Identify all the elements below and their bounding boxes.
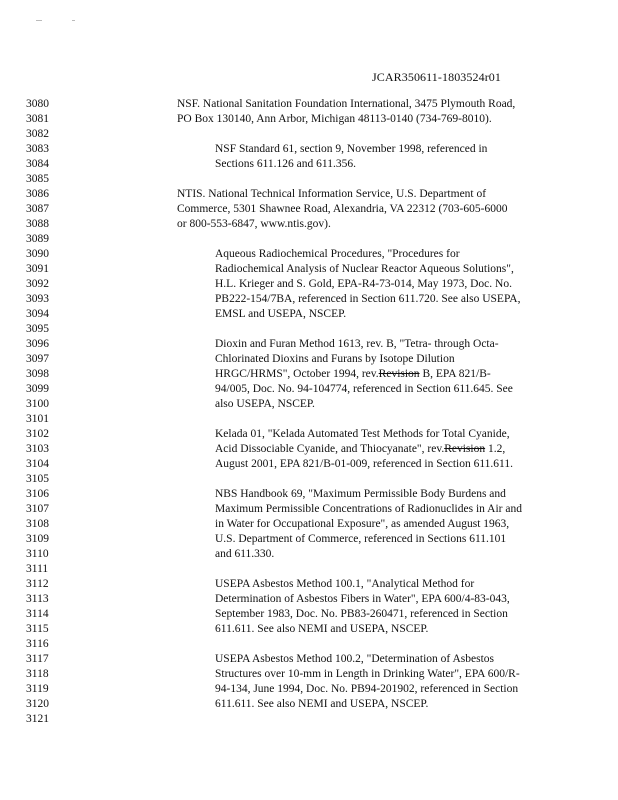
line-number: 3094 [26, 308, 49, 320]
text-line: Commerce, 5301 Shawnee Road, Alexandria, VA 22312 (703-605-6000 [177, 203, 508, 215]
line-number: 3107 [26, 503, 49, 515]
struck-text: Revision [378, 368, 420, 380]
line-number: 3091 [26, 263, 49, 275]
line-number: 3083 [26, 143, 49, 155]
text-line: Radiochemical Analysis of Nuclear Reactor Aqueous Solutions", [215, 263, 514, 275]
text-line: PB222-154/7BA, referenced in Section 611.720. See also USEPA, [215, 293, 521, 305]
text-line: September 1983, Doc. No. PB83-260471, referenced in Section [215, 608, 508, 620]
line-number: 3084 [26, 158, 49, 170]
line-number: 3120 [26, 698, 49, 710]
text-line: Kelada 01, "Kelada Automated Test Methods for Total Cyanide, [215, 428, 510, 440]
text-line: U.S. Department of Commerce, referenced in Sections 611.101 [215, 533, 507, 545]
text-line: H.L. Krieger and S. Gold, EPA-R4-73-014, May 1973, Doc. No. [215, 278, 512, 290]
text-line: USEPA Asbestos Method 100.2, "Determination of Asbestos [215, 653, 494, 665]
line-number: 3098 [26, 368, 49, 380]
scan-mark [72, 20, 75, 21]
text-line: NSF. National Sanitation Foundation International, 3475 Plymouth Road, [177, 98, 516, 110]
line-number: 3100 [26, 398, 49, 410]
text-line: Dioxin and Furan Method 1613, rev. B, "Tetra- through Octa- [215, 338, 499, 350]
struck-text: Revision [444, 443, 486, 455]
line-number: 3080 [26, 98, 49, 110]
line-number: 3103 [26, 443, 49, 455]
text-line [215, 442, 505, 457]
text-segment: B, EPA 821/B- [419, 368, 491, 380]
text-line: also USEPA, NSCEP. [215, 398, 315, 410]
line-number: 3118 [26, 668, 49, 680]
text-line: EMSL and USEPA, NSCEP. [215, 308, 347, 320]
line-number: 3119 [26, 683, 49, 695]
line-number: 3090 [26, 248, 49, 260]
text-line: August 2001, EPA 821/B-01-009, referenced in Section 611.611. [215, 458, 514, 470]
line-number: 3121 [26, 713, 49, 725]
text-line: in Water for Occupational Exposure", as amended August 1963, [215, 518, 510, 530]
line-number: 3113 [26, 593, 49, 605]
line-number: 3109 [26, 533, 49, 545]
line-number: 3096 [26, 338, 49, 350]
line-number: 3092 [26, 278, 49, 290]
text-line: 94/005, Doc. No. 94-104774, referenced in Section 611.645. See [215, 383, 513, 395]
text-line: Aqueous Radiochemical Procedures, "Procedures for [215, 248, 460, 260]
line-number: 3102 [26, 428, 49, 440]
text-line [215, 367, 491, 382]
text-segment: Acid Dissociable Cyanide, and Thiocyanate", rev. [215, 443, 445, 455]
line-number: 3086 [26, 188, 49, 200]
text-line: Sections 611.126 and 611.356. [215, 158, 356, 170]
line-number: 3093 [26, 293, 49, 305]
text-line: 611.611. See also NEMI and USEPA, NSCEP. [215, 623, 429, 635]
text-line: NTIS. National Technical Information Service, U.S. Department of [177, 188, 487, 200]
text-segment: 1.2, [485, 443, 506, 455]
line-number: 3085 [26, 173, 49, 185]
line-number: 3097 [26, 353, 49, 365]
text-line: 94-134, June 1994, Doc. No. PB94-201902, referenced in Section [215, 683, 519, 695]
text-line: PO Box 130140, Ann Arbor, Michigan 48113-0140 (734-769-8010). [177, 113, 492, 125]
scan-mark [36, 20, 42, 21]
line-number: 3115 [26, 623, 49, 635]
line-number: 3105 [26, 473, 49, 485]
line-number: 3112 [26, 578, 49, 590]
line-number: 3110 [26, 548, 49, 560]
line-number: 3089 [26, 233, 49, 245]
document-id: JCAR350611-1803524r01 [372, 70, 501, 84]
line-number: 3106 [26, 488, 49, 500]
line-number: 3095 [26, 323, 49, 335]
text-line: or 800-553-6847, www.ntis.gov). [177, 218, 331, 230]
text-segment: HRGC/HRMS", October 1994, rev. [215, 368, 379, 380]
text-line: Maximum Permissible Concentrations of Radionuclides in Air and [215, 503, 522, 515]
line-number: 3108 [26, 518, 49, 530]
text-line: USEPA Asbestos Method 100.1, "Analytical Method for [215, 578, 475, 590]
text-line: Chlorinated Dioxins and Furans by Isotope Dilution [215, 353, 455, 365]
line-number: 3087 [26, 203, 49, 215]
line-number: 3111 [26, 563, 49, 575]
line-number: 3088 [26, 218, 49, 230]
text-line: Determination of Asbestos Fibers in Water", EPA 600/4-83-043, [215, 593, 510, 605]
text-line: NBS Handbook 69, "Maximum Permissible Body Burdens and [215, 488, 506, 500]
line-number: 3114 [26, 608, 49, 620]
text-line: NSF Standard 61, section 9, November 1998, referenced in [215, 143, 488, 155]
line-number: 3099 [26, 383, 49, 395]
line-number: 3116 [26, 638, 49, 650]
line-number: 3101 [26, 413, 49, 425]
text-line: and 611.330. [215, 548, 275, 560]
text-line: Structures over 10-mm in Length in Drinking Water", EPA 600/R- [215, 668, 520, 680]
line-number: 3082 [26, 128, 49, 140]
line-number: 3081 [26, 113, 49, 125]
line-number: 3117 [26, 653, 49, 665]
line-number: 3104 [26, 458, 49, 470]
text-line: 611.611. See also NEMI and USEPA, NSCEP. [215, 698, 429, 710]
